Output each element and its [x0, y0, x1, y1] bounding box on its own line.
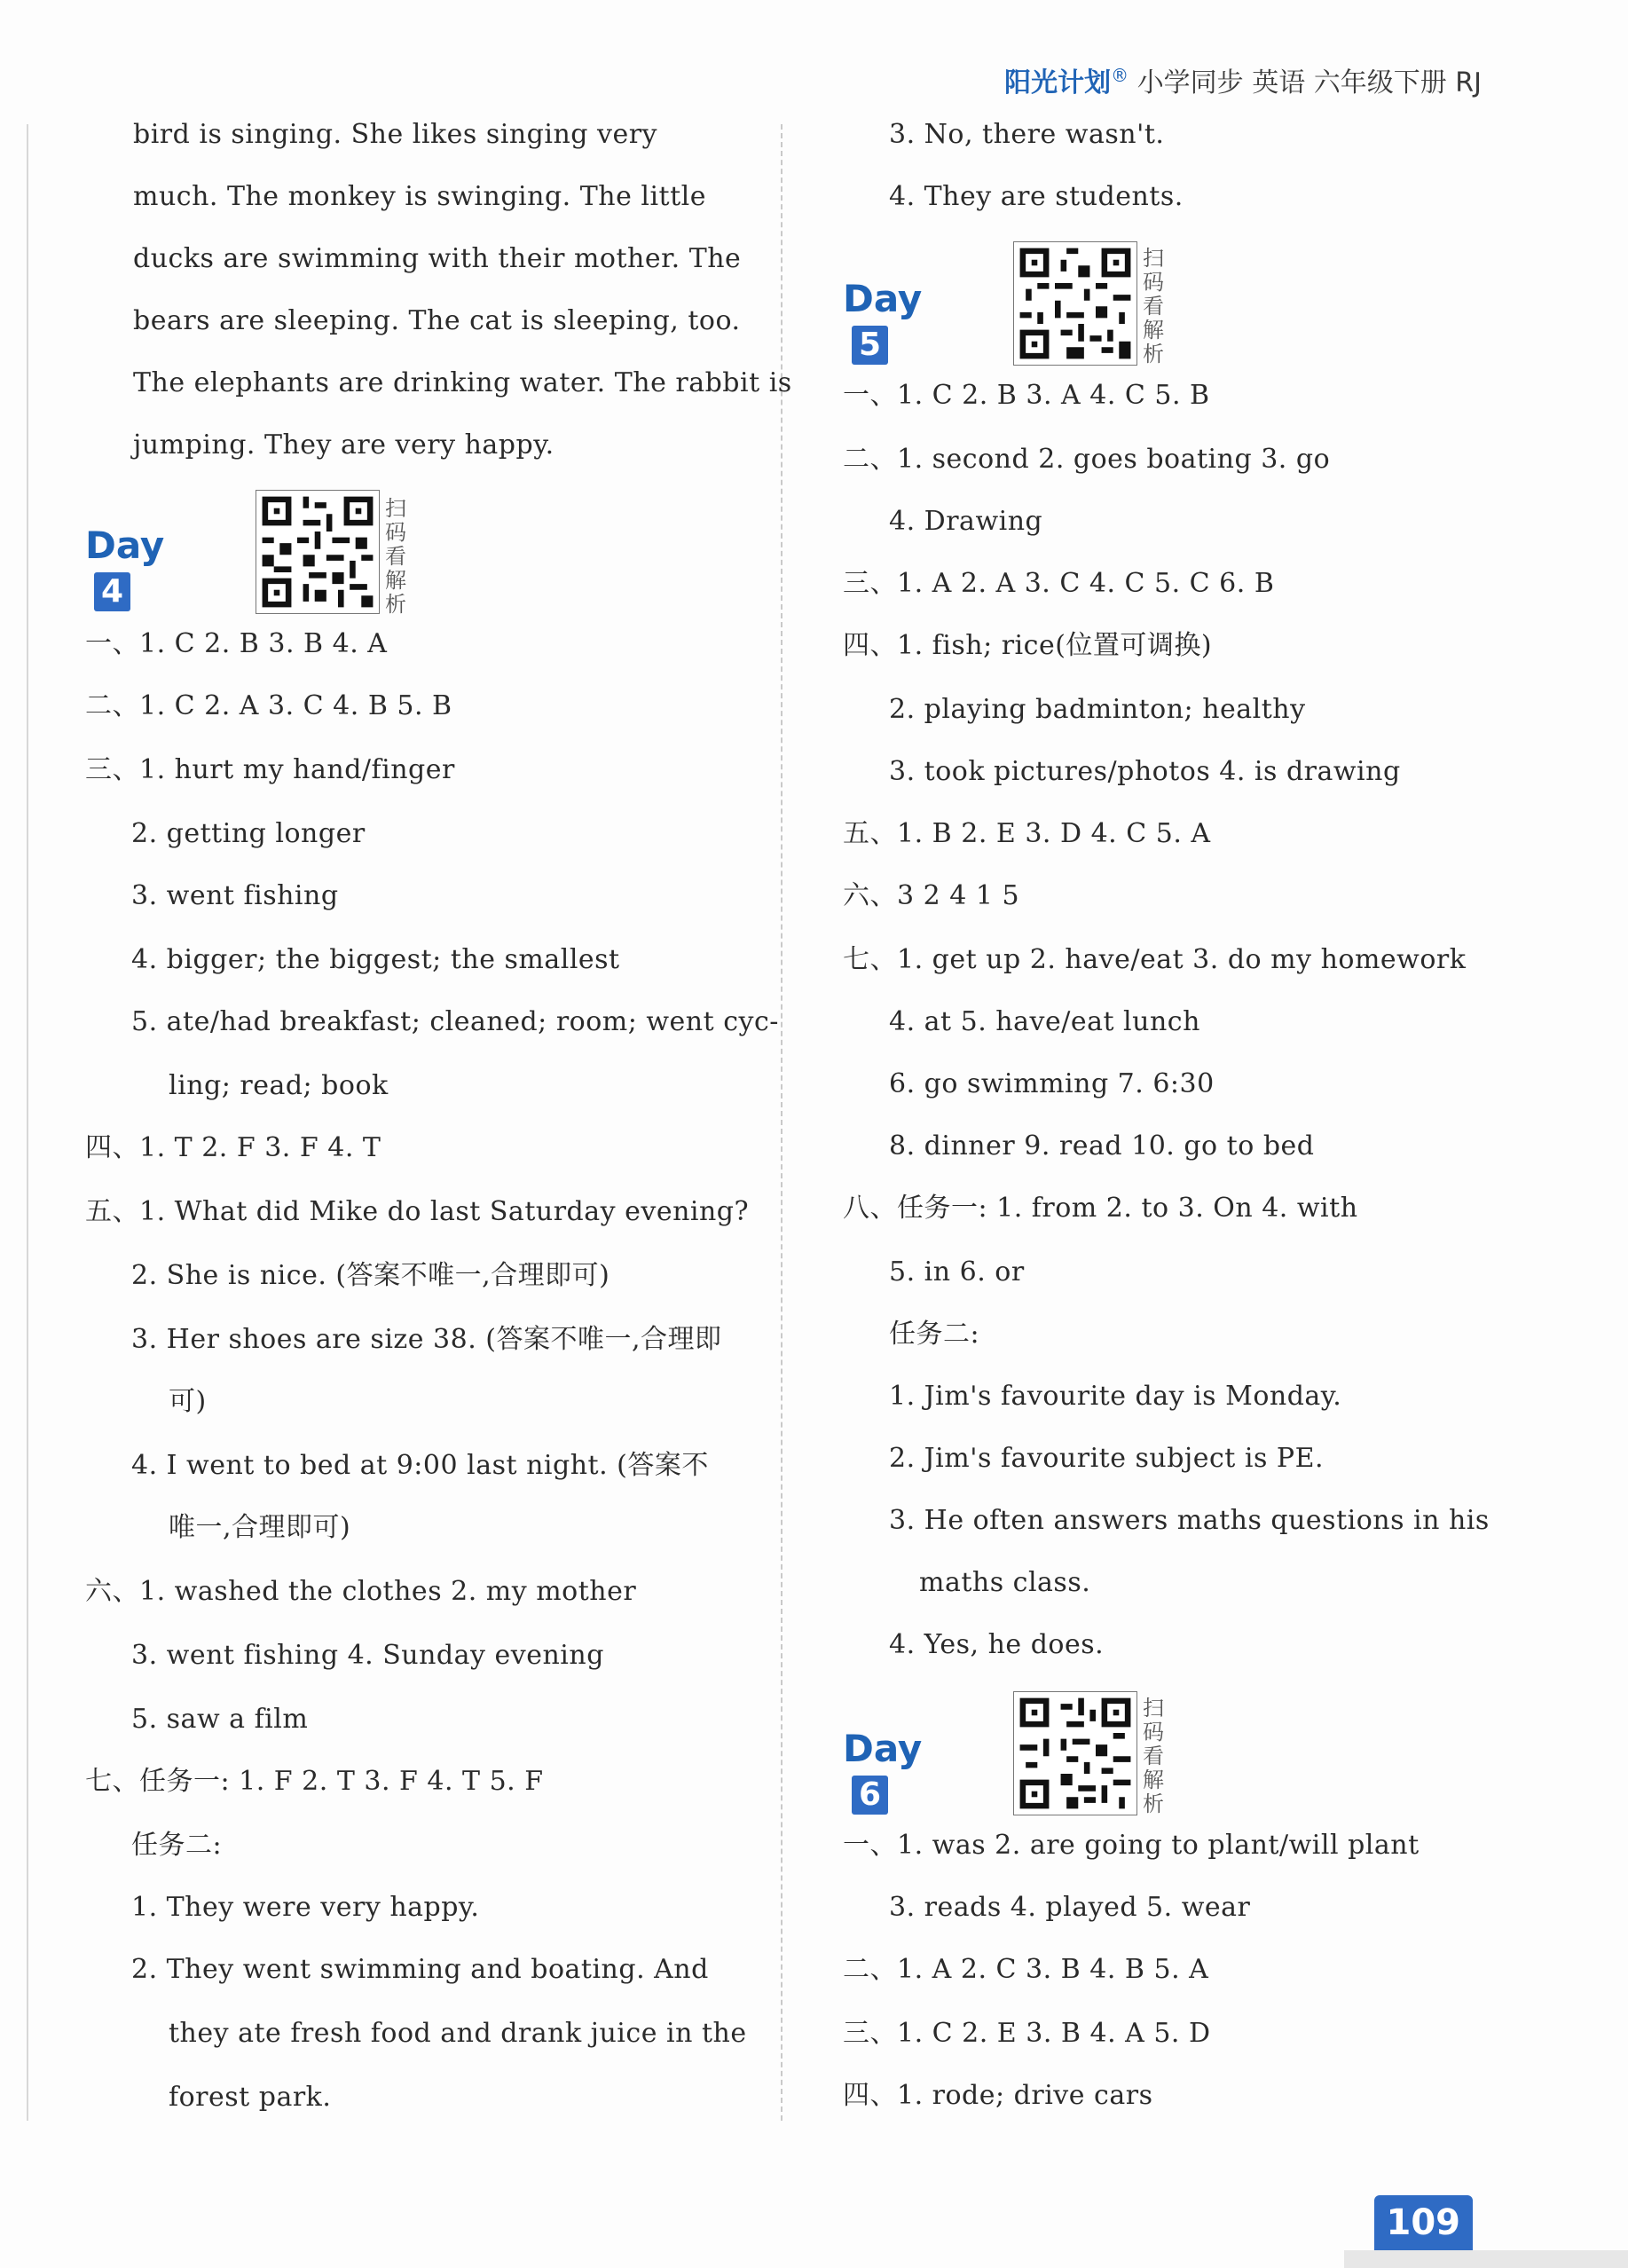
- answer-line: 四、1. rode; drive cars: [843, 2080, 1153, 2111]
- qr-label: 扫码看解析: [385, 496, 406, 617]
- answer-line: 二、1. second 2. goes boating 3. go: [843, 444, 1331, 475]
- answer-line: 3. Her shoes are size 38. (答案不唯一,合理即: [131, 1324, 722, 1355]
- text-line: 3. No, there wasn't.: [889, 119, 1165, 150]
- answer-line: 五、1. B 2. E 3. D 4. C 5. A: [843, 818, 1211, 849]
- answer-line: 4. bigger; the biggest; the smallest: [131, 944, 620, 975]
- column-divider: [781, 124, 783, 2121]
- answer-line: 一、1. C 2. B 3. B 4. A: [85, 628, 388, 659]
- answer-line: 四、1. T 2. F 3. F 4. T: [85, 1132, 381, 1163]
- text-line: bird is singing. She likes singing very: [133, 119, 657, 150]
- answer-line: 六、3 2 4 1 5: [843, 880, 1020, 911]
- qr-code-icon[interactable]: [1013, 1691, 1137, 1815]
- answer-line: maths class.: [919, 1567, 1091, 1598]
- answer-line: 3. went fishing 4. Sunday evening: [131, 1640, 604, 1671]
- registered-mark: ®: [1111, 65, 1129, 86]
- answer-line: 6. go swimming 7. 6:30: [889, 1068, 1215, 1099]
- header-subtitle: 小学同步 英语 六年级下册 RJ: [1136, 67, 1482, 98]
- answer-line: ling; read; book: [169, 1070, 389, 1101]
- text-line: much. The monkey is swinging. The little: [133, 181, 707, 212]
- day-number: 5: [852, 326, 888, 365]
- text-line: ducks are swimming with their mother. The: [133, 243, 742, 274]
- answer-line: 二、1. A 2. C 3. B 4. B 5. A: [843, 1954, 1209, 1985]
- page-number: 109: [1374, 2195, 1474, 2250]
- answer-line: 1. Jim's favourite day is Monday.: [889, 1381, 1342, 1412]
- answer-line: 5. saw a film: [131, 1704, 309, 1735]
- answer-line: 5. ate/had breakfast; cleaned; room; went cyc-: [131, 1006, 779, 1037]
- page-header: [1004, 60, 1482, 99]
- answer-line: 二、1. C 2. A 3. C 4. B 5. B: [85, 690, 452, 721]
- answer-line: 2. She is nice. (答案不唯一,合理即可): [131, 1260, 610, 1291]
- day-4-heading: [85, 524, 164, 611]
- answer-line: 2. Jim's favourite subject is PE.: [889, 1443, 1325, 1474]
- qr-code-icon[interactable]: [256, 490, 380, 614]
- answer-line: 三、1. A 2. A 3. C 4. C 5. C 6. B: [843, 568, 1275, 599]
- answer-line: 3. went fishing: [131, 880, 339, 911]
- qr-label: 扫码看解析: [1143, 246, 1164, 366]
- answer-line: 可): [169, 1386, 207, 1417]
- answer-line: 4. Yes, he does.: [889, 1629, 1105, 1660]
- text-line: The elephants are drinking water. The rabbit is: [133, 367, 792, 398]
- text-line: 4. They are students.: [889, 181, 1184, 212]
- qr-code-icon[interactable]: [1013, 241, 1137, 366]
- answer-line: 唯一,合理即可): [169, 1512, 351, 1543]
- answer-line: 八、任务一: 1. from 2. to 3. On 4. with: [843, 1193, 1358, 1224]
- day-6-heading: [843, 1727, 922, 1815]
- answer-line: 3. reads 4. played 5. wear: [889, 1892, 1251, 1923]
- answer-line: 三、1. C 2. E 3. B 4. A 5. D: [843, 2018, 1211, 2049]
- answer-line: 四、1. fish; rice(位置可调换): [843, 630, 1213, 661]
- qr-label: 扫码看解析: [1143, 1696, 1164, 1816]
- day-label: Day: [843, 277, 923, 320]
- answer-line: 任务二:: [889, 1319, 980, 1350]
- answer-line: 一、1. C 2. B 3. A 4. C 5. B: [843, 380, 1210, 411]
- answer-line: forest park.: [169, 2082, 332, 2113]
- day-label: Day: [85, 524, 165, 567]
- answer-line: 六、1. washed the clothes 2. my mother: [85, 1576, 637, 1607]
- answer-line: 4. at 5. have/eat lunch: [889, 1006, 1200, 1037]
- answer-line: 5. in 6. or: [889, 1256, 1025, 1288]
- day-number: 4: [94, 572, 130, 611]
- answer-line: 一、1. was 2. are going to plant/will plant: [843, 1830, 1420, 1861]
- answer-line: 2. playing badminton; healthy: [889, 694, 1306, 725]
- answer-line: 2. getting longer: [131, 818, 366, 849]
- answer-line: 4. Drawing: [889, 506, 1043, 537]
- answer-line: they ate fresh food and drank juice in the: [169, 2018, 747, 2049]
- text-line: bears are sleeping. The cat is sleeping, too.: [133, 305, 741, 336]
- answer-line: 任务二:: [131, 1830, 223, 1861]
- brand-name: 阳光计划: [1004, 67, 1112, 98]
- answer-line: 3. He often answers maths questions in his: [889, 1505, 1490, 1536]
- day-label: Day: [843, 1727, 923, 1770]
- answer-line: 3. took pictures/photos 4. is drawing: [889, 756, 1401, 787]
- answer-line: 4. I went to bed at 9:00 last night. (答案不: [131, 1450, 709, 1481]
- answer-line: 七、1. get up 2. have/eat 3. do my homework: [843, 944, 1467, 975]
- footer-bar: [1344, 2250, 1628, 2268]
- left-margin-rule: [27, 124, 28, 2121]
- answer-line: 七、任务一: 1. F 2. T 3. F 4. T 5. F: [85, 1766, 544, 1797]
- text-line: jumping. They are very happy.: [133, 429, 554, 461]
- answer-line: 1. They were very happy.: [131, 1892, 480, 1923]
- day-number: 6: [852, 1776, 888, 1815]
- answer-line: 三、1. hurt my hand/finger: [85, 754, 455, 785]
- answer-line: 五、1. What did Mike do last Saturday evening?: [85, 1196, 750, 1227]
- answer-line: 2. They went swimming and boating. And: [131, 1954, 709, 1985]
- answer-line: 8. dinner 9. read 10. go to bed: [889, 1130, 1315, 1162]
- day-5-heading: [843, 277, 922, 365]
